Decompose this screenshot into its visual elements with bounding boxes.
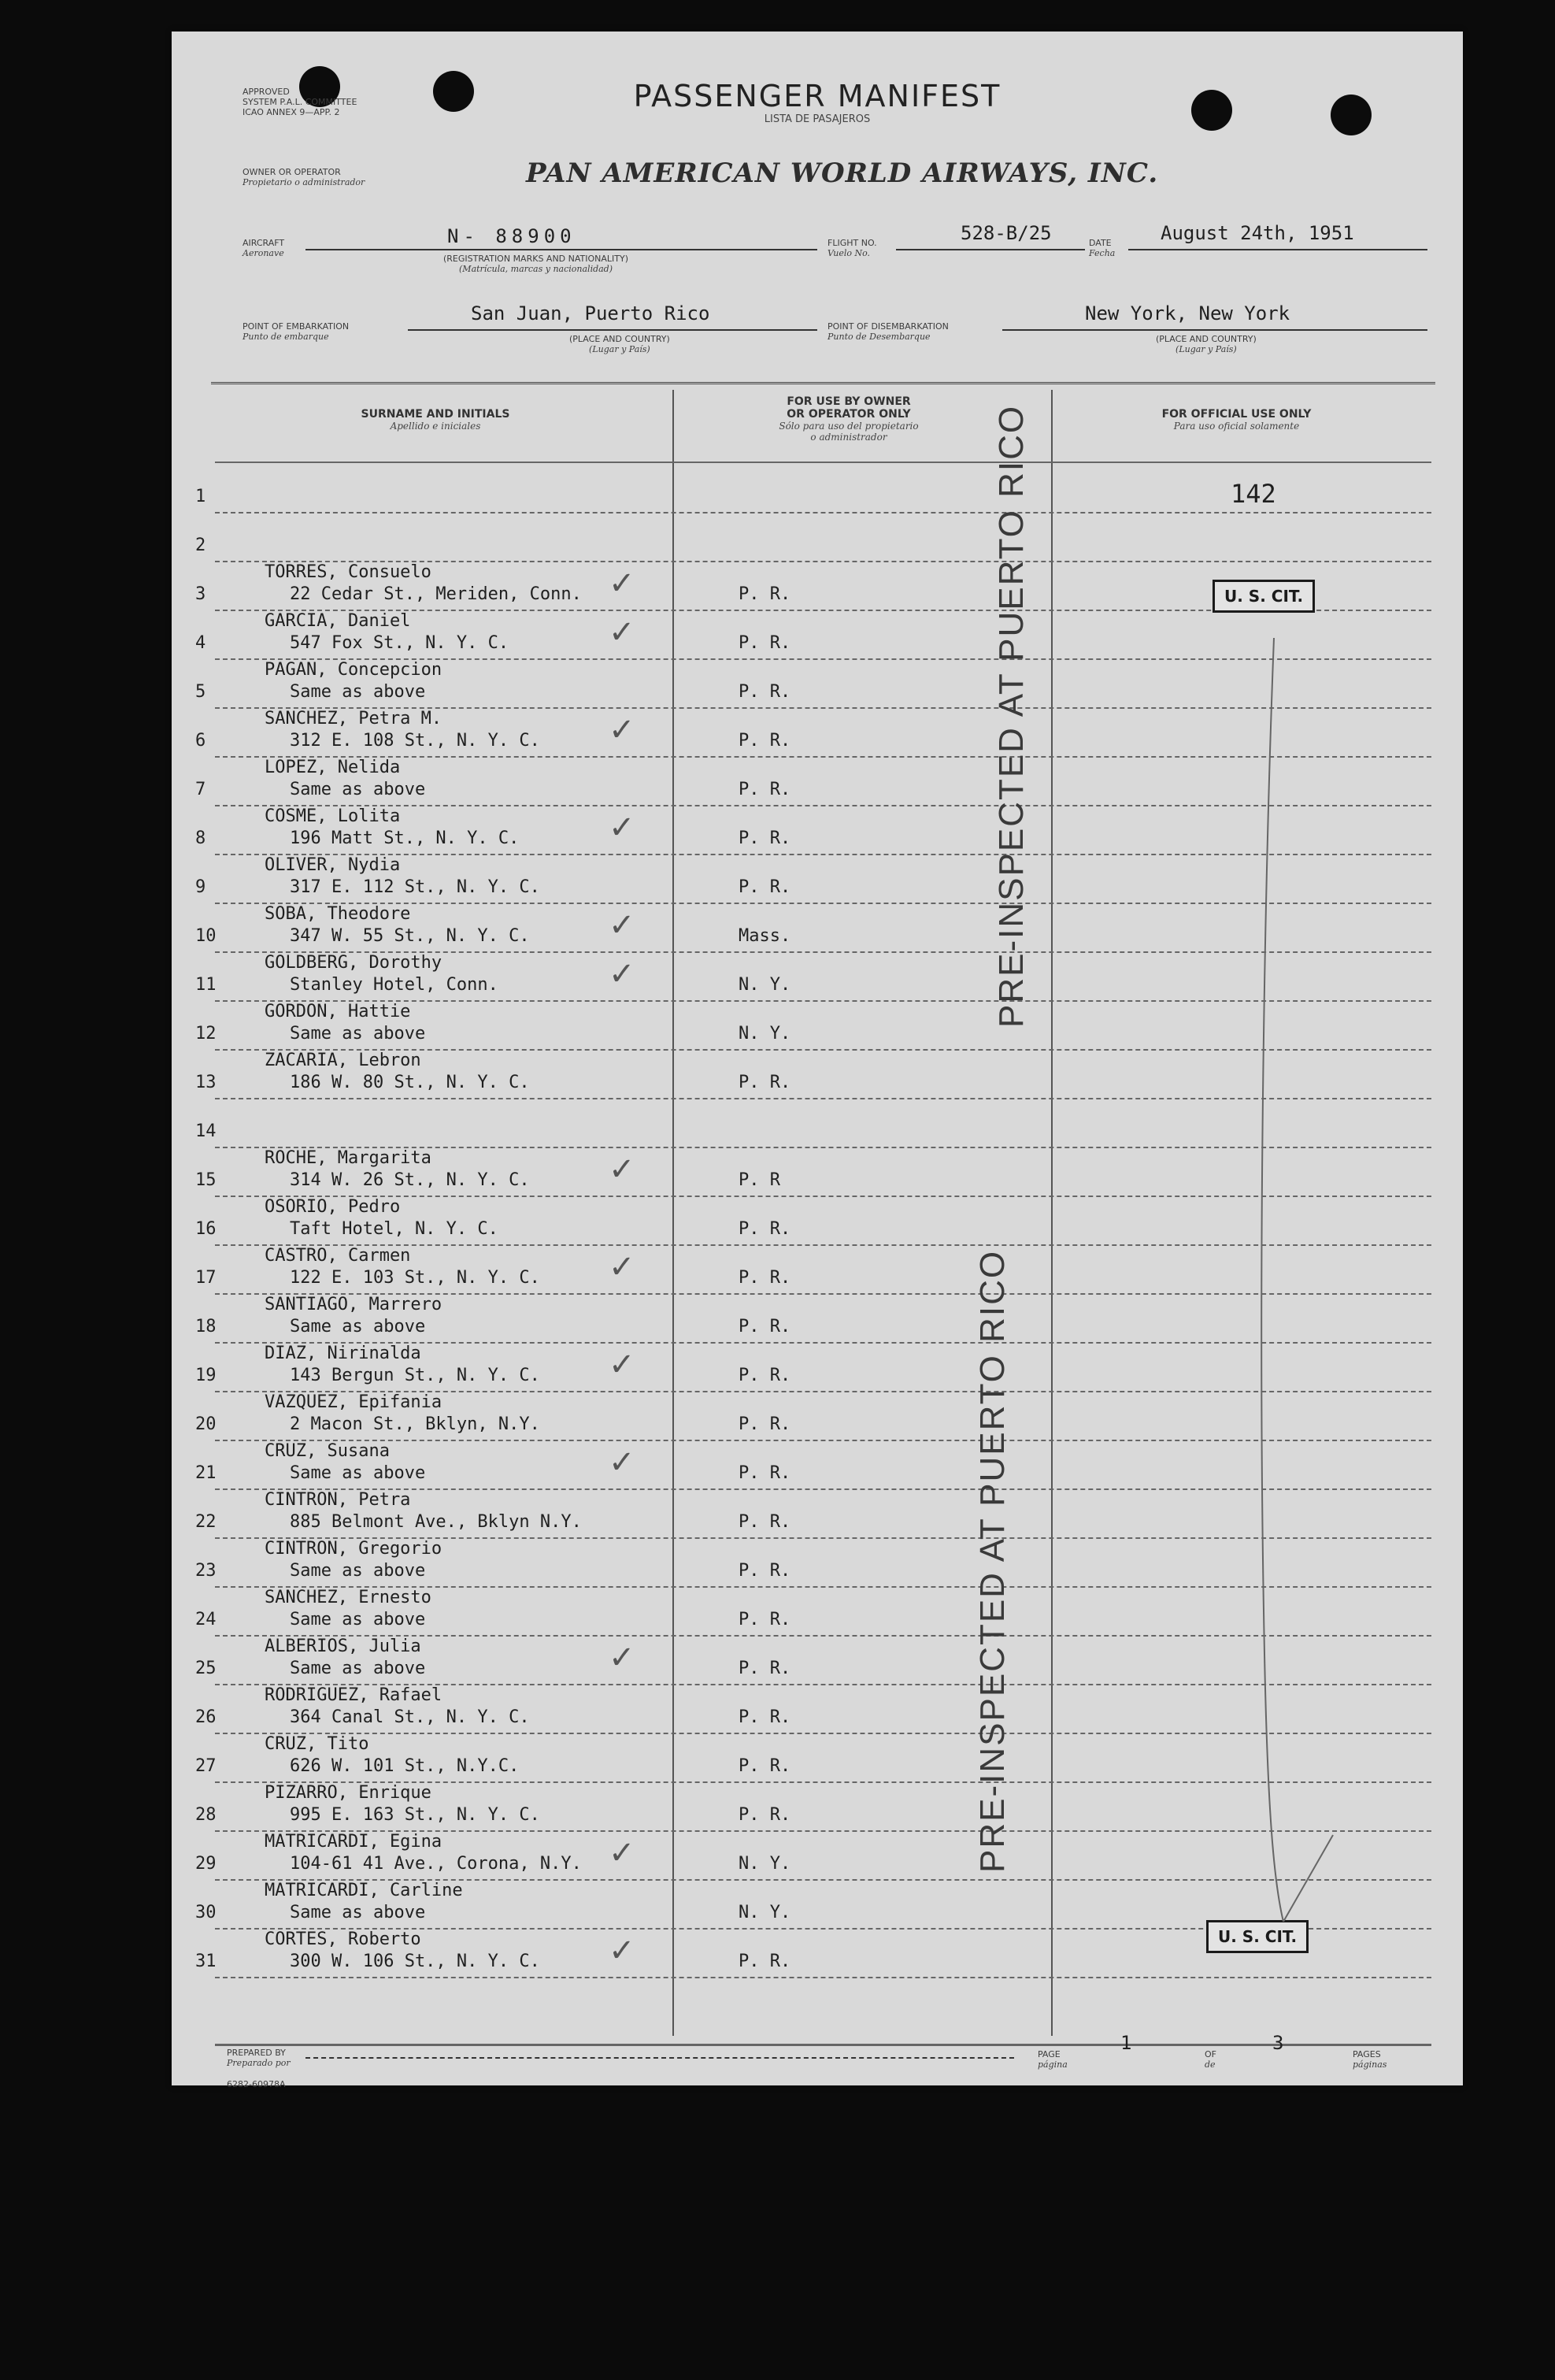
passenger-name: SANTIAGO, Marrero [265,1295,442,1314]
footer-line [215,2044,1431,2046]
disembark-value: New York, New York [1085,302,1290,324]
pages-label: PAGES páginas [1353,2049,1387,2070]
passenger-name: VAZQUEZ, Epifania [265,1392,442,1412]
passenger-destination: P. R. [739,1366,791,1385]
underline [305,2057,1014,2059]
passenger-name: COSME, Lolita [265,806,401,826]
row-number: 27 [195,1756,217,1776]
passenger-name: SANCHEZ, Ernesto [265,1588,431,1607]
passenger-destination: P. R. [739,780,791,799]
checkmark-icon: ✓ [609,1933,635,1969]
passenger-address: 104-61 41 Ave., Corona, N.Y. [290,1854,582,1874]
row-number: 9 [195,877,206,897]
form-title: PASSENGER MANIFEST [633,79,1001,113]
us-citizen-stamp: U. S. CIT. [1213,580,1315,613]
row-number: 20 [195,1414,217,1434]
row-number: 7 [195,780,206,799]
row-number: 24 [195,1610,217,1629]
passenger-destination: P. R. [739,1659,791,1678]
row-number: 28 [195,1805,217,1825]
checkmark-icon: ✓ [609,1835,635,1871]
passenger-address: Same as above [290,1903,426,1922]
passenger-name: ROCHE, Margarita [265,1148,431,1168]
passenger-destination: P. R. [739,1512,791,1532]
row-divider [215,512,1431,513]
passenger-destination: N. Y. [739,1903,791,1922]
passenger-name: GOLDBERG, Dorothy [265,953,442,973]
passenger-name: CRUZ, Susana [265,1441,390,1461]
passenger-destination: P. R. [739,584,791,604]
checkmark-icon: ✓ [609,956,635,992]
row-number: 12 [195,1024,217,1044]
airline-name: PAN AMERICAN WORLD AIRWAYS, INC. [526,158,1159,189]
passenger-address: Same as above [290,1317,426,1336]
passenger-name: TORRES, Consuelo [265,562,431,582]
passenger-name: CINTRON, Petra [265,1490,411,1510]
passenger-destination: P. R. [739,1707,791,1727]
checkmark-icon: ✓ [609,1640,635,1676]
official-count: 142 [1231,479,1276,509]
flight-label: FLIGHT NO. Vuelo No. [827,238,877,258]
underline [408,329,817,331]
row-number: 4 [195,633,206,653]
checkmark-icon: ✓ [609,1151,635,1188]
checkmark-icon: ✓ [609,1347,635,1383]
passenger-name: SOBA, Theodore [265,904,411,924]
passenger-name: OSORIO, Pedro [265,1197,401,1217]
passenger-destination: P. R. [739,682,791,702]
col-surname-header: SURNAME AND INITIALS Apellido e iniciales [361,408,510,432]
passenger-address: 547 Fox St., N. Y. C. [290,633,509,653]
passenger-destination: P. R. [739,1414,791,1434]
passenger-name: GARCIA, Daniel [265,611,411,631]
approval-line: ICAO ANNEX 9—APP. 2 [243,107,340,117]
passenger-name: RODRIGUEZ, Rafael [265,1685,442,1705]
date-value: August 24th, 1951 [1161,222,1354,244]
underline [305,249,817,250]
passenger-address: 300 W. 106 St., N. Y. C. [290,1952,540,1971]
passenger-destination: P. R. [739,1073,791,1092]
passenger-destination: P. R. [739,1317,791,1336]
column-divider [1051,390,1053,2036]
passenger-destination: P. R. [739,1610,791,1629]
col-owner-header: FOR USE BY OWNER OR OPERATOR ONLY Sólo para uso del propietario o administrador [779,395,919,443]
checkmark-icon: ✓ [609,1249,635,1285]
passenger-destination: P. R. [739,829,791,848]
passenger-name: PAGAN, Concepcion [265,660,442,680]
passenger-destination: N. Y. [739,1854,791,1874]
row-number: 25 [195,1659,217,1678]
embark-label: POINT OF EMBARKATION Punto de embarque [243,321,350,342]
passenger-address: 364 Canal St., N. Y. C. [290,1707,530,1727]
underline [1128,249,1427,250]
checkmark-icon: ✓ [609,565,635,602]
row-number: 30 [195,1903,217,1922]
bracket-line [1195,630,1353,1922]
header-bottom-line [215,462,1431,463]
passenger-address: 885 Belmont Ave., Bklyn N.Y. [290,1512,582,1532]
passenger-name: MATRICARDI, Egina [265,1832,442,1852]
passenger-address: 314 W. 26 St., N. Y. C. [290,1170,530,1190]
passenger-address: Same as above [290,1561,426,1581]
preinspected-stamp: PRE-INSPECTED AT PUERTO RICO [973,1249,1012,1873]
passenger-address: 122 E. 103 St., N. Y. C. [290,1268,540,1288]
row-number: 18 [195,1317,217,1336]
us-citizen-stamp: U. S. CIT. [1206,1920,1309,1953]
passenger-name: CORTES, Roberto [265,1930,421,1949]
passenger-destination: P. R [739,1170,780,1190]
row-number: 31 [195,1952,217,1971]
passenger-name: ZACARIA, Lebron [265,1051,421,1070]
row-number: 15 [195,1170,217,1190]
row-number: 2 [195,536,206,555]
row-number: 17 [195,1268,217,1288]
passenger-address: Same as above [290,1463,426,1483]
passenger-name: CASTRO, Carmen [265,1246,411,1266]
row-number: 16 [195,1219,217,1239]
passenger-name: LOPEZ, Nelida [265,758,401,777]
passenger-destination: P. R. [739,877,791,897]
page-total: 3 [1272,2032,1284,2054]
passenger-destination: P. R. [739,633,791,653]
passenger-destination: P. R. [739,1756,791,1776]
approval-line: SYSTEM P.A.L. COMMITTEE [243,97,357,107]
header-rule [211,382,1435,384]
passenger-destination: P. R. [739,731,791,751]
flight-value: 528-B/25 [961,222,1052,244]
passenger-name: DIAZ, Nirinalda [265,1344,421,1363]
preinspected-stamp: PRE-INSPECTED AT PUERTO RICO [992,404,1031,1028]
row-number: 10 [195,926,217,946]
form-subtitle: LISTA DE PASAJEROS [764,113,871,125]
passenger-address: Same as above [290,1659,426,1678]
passenger-address: Stanley Hotel, Conn. [290,975,498,995]
row-number: 21 [195,1463,217,1483]
passenger-address: Same as above [290,1024,426,1044]
passenger-address: 312 E. 108 St., N. Y. C. [290,731,540,751]
passenger-name: CRUZ, Tito [265,1734,369,1754]
date-label: DATE Fecha [1089,238,1116,258]
passenger-name: GORDON, Hattie [265,1002,411,1021]
page-label: PAGE página [1038,2049,1068,2070]
col-official-header: FOR OFFICIAL USE ONLY Para uso oficial solamente [1161,408,1312,432]
manifest-sheet [172,32,1463,2089]
checkmark-icon: ✓ [609,712,635,748]
passenger-address: Same as above [290,1610,426,1629]
embark-place-note: (PLACE AND COUNTRY) (Lugar y País) [569,334,670,354]
passenger-address: 196 Matt St., N. Y. C. [290,829,520,848]
row-number: 29 [195,1854,217,1874]
owner-label: OWNER OR OPERATOR Propietario o administrador [243,167,365,187]
passenger-name: SANCHEZ, Petra M. [265,709,442,728]
disembark-label: POINT OF DISEMBARKATION Punto de Desembarque [827,321,949,342]
passenger-address: Same as above [290,780,426,799]
passenger-address: 995 E. 163 St., N. Y. C. [290,1805,540,1825]
passenger-address: 347 W. 55 St., N. Y. C. [290,926,530,946]
passenger-destination: P. R. [739,1952,791,1971]
form-code: 6282-60978A [227,2079,286,2089]
row-divider [215,1977,1431,1978]
row-number: 8 [195,829,206,848]
passenger-address: 626 W. 101 St., N.Y.C. [290,1756,520,1776]
prepared-by-label: PREPARED BY Preparado por [227,2048,291,2068]
aircraft-value: N- 88900 [447,225,576,247]
row-number: 1 [195,487,206,506]
checkmark-icon: ✓ [609,907,635,943]
underline [1002,329,1427,331]
passenger-address: 22 Cedar St., Meriden, Conn. [290,584,582,604]
disembark-place-note: (PLACE AND COUNTRY) (Lugar y País) [1156,334,1257,354]
passenger-address: 317 E. 112 St., N. Y. C. [290,877,540,897]
passenger-destination: P. R. [739,1561,791,1581]
row-number: 13 [195,1073,217,1092]
row-number: 26 [195,1707,217,1727]
passenger-name: OLIVER, Nydia [265,855,401,875]
checkmark-icon: ✓ [609,614,635,651]
page-number: 1 [1120,2032,1132,2054]
passenger-address: 143 Bergun St., N. Y. C. [290,1366,540,1385]
row-number: 19 [195,1366,217,1385]
aircraft-label: AIRCRAFT Aeronave [243,238,285,258]
passenger-address: Taft Hotel, N. Y. C. [290,1219,498,1239]
passenger-destination: P. R. [739,1805,791,1825]
embark-value: San Juan, Puerto Rico [471,302,710,324]
passenger-address: 2 Macon St., Bklyn, N.Y. [290,1414,540,1434]
aircraft-note: (REGISTRATION MARKS AND NATIONALITY) (Matrícula, marcas y nacionalidad) [443,254,629,274]
passenger-destination: Mass. [739,926,791,946]
passenger-destination: N. Y. [739,1024,791,1044]
passenger-destination: P. R. [739,1463,791,1483]
checkmark-icon: ✓ [609,1444,635,1481]
passenger-name: MATRICARDI, Carline [265,1881,463,1900]
passenger-address: 186 W. 80 St., N. Y. C. [290,1073,530,1092]
passenger-address: Same as above [290,682,426,702]
row-number: 5 [195,682,206,702]
underline [896,249,1085,250]
passenger-destination: N. Y. [739,975,791,995]
of-label: OF de [1205,2049,1216,2070]
column-divider [672,390,674,2036]
row-number: 11 [195,975,217,995]
row-number: 23 [195,1561,217,1581]
passenger-destination: P. R. [739,1219,791,1239]
passenger-name: PIZARRO, Enrique [265,1783,431,1803]
row-number: 6 [195,731,206,751]
checkmark-icon: ✓ [609,810,635,846]
passenger-name: ALBERIOS, Julia [265,1637,421,1656]
row-number: 14 [195,1121,217,1141]
approval-line: APPROVED [243,87,290,97]
passenger-destination: P. R. [739,1268,791,1288]
passenger-name: CINTRON, Gregorio [265,1539,442,1559]
row-number: 3 [195,584,206,604]
row-number: 22 [195,1512,217,1532]
